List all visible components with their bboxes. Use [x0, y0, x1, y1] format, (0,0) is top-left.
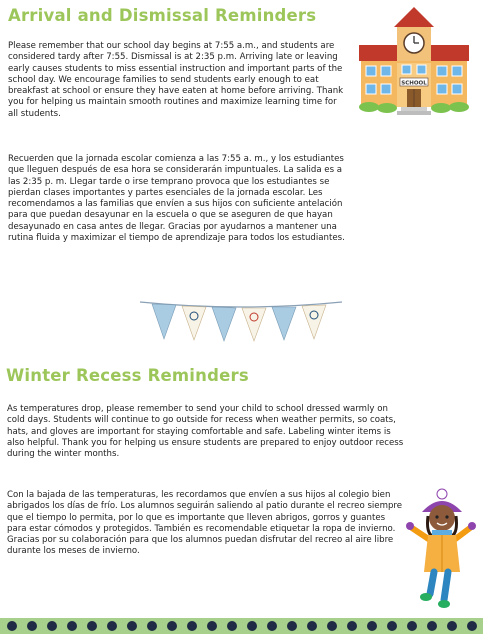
border-dot: [387, 621, 397, 631]
border-dot: [207, 621, 217, 631]
border-dot: [427, 621, 437, 631]
bottom-border-band: [0, 616, 483, 636]
border-dot: [467, 621, 477, 631]
arrival-paragraph-spanish: Recuerden que la jornada escolar comienza a las 7:55 a. m., y los estudiantes que lleguen después de esa hora se considerarán impuntuales. La salida es a las 2:35 p. m. Llegar tarde o irse temprano provoca que los estudiantes se pierdan clases importantes y partes esenciales de la jornada escolar. Les recomendamos a las familias que envíen a sus hijos con suficiente antelación para que puedan desayunar en la escuela o que se aseguren de que hayan desayunado en casa antes de llegar. Gracias por ayudarnos a mantener una rutina fluida y maximizar el tiempo de aprendizaje para todos los estudiantes.: [8, 154, 345, 244]
border-dot: [107, 621, 117, 631]
border-dot: [87, 621, 97, 631]
border-dot: [127, 621, 137, 631]
school-building-icon: [357, 5, 471, 117]
border-dot: [67, 621, 77, 631]
winter-paragraph-english: As temperatures drop, please remember to send your child to school dressed warmly on cold days. Students will continue to go outside for recess when weather permits, so coats, hats, and gloves are important for staying comfortable and safe. Labeling winter items is also helpful. Thank you for helping us ensure students are prepared to enjoy outdoor recess during the winter months.: [7, 404, 404, 460]
border-dot: [407, 621, 417, 631]
border-dot: [367, 621, 377, 631]
winter-paragraph-spanish: Con la bajada de las temperaturas, les recordamos que envíen a sus hijos al colegio bien abrigados los días de frío. Los alumnos seguirán saliendo al patio durante el recreo siempre que el tiempo lo permita, por lo que es importante que lleven abrigos, gorros y guantes para estar cómodos y protegidos. También es recomendable etiquetar la ropa de invierno. Gracias por su colaboración para que los alumnos puedan disfrutar del recreo al aire libre durante los meses de invierno.: [7, 490, 403, 557]
arrival-heading: Arrival and Dismissal Reminders: [8, 6, 317, 25]
border-dot: [327, 621, 337, 631]
school-sign-text: SCHOOL: [401, 80, 427, 87]
winter-heading: Winter Recess Reminders: [6, 366, 249, 385]
border-dot: [167, 621, 177, 631]
border-dot: [267, 621, 277, 631]
border-dot: [187, 621, 197, 631]
border-dot: [227, 621, 237, 631]
arrival-paragraph-english: Please remember that our school day begins at 7:55 a.m., and students are considered tardy after 7:55. Dismissal is at 2:35 p.m. Arriving late or leaving early causes students to miss essential instruction and important parts of the school day. We encourage families to send students early enough to eat breakfast at school or ensure they have eaten at home before arriving. Thank you for helping us maintain smooth routines and maximize learning time for all students.: [8, 41, 344, 119]
border-dot: [7, 621, 17, 631]
border-dot: [147, 621, 157, 631]
border-dot: [347, 621, 357, 631]
winter-bunting-icon: [138, 294, 344, 344]
border-dot: [287, 621, 297, 631]
border-dot: [27, 621, 37, 631]
child-in-winter-clothes-icon: [404, 488, 476, 610]
border-dot: [447, 621, 457, 631]
border-dot: [307, 621, 317, 631]
border-dot: [47, 621, 57, 631]
border-dot: [247, 621, 257, 631]
